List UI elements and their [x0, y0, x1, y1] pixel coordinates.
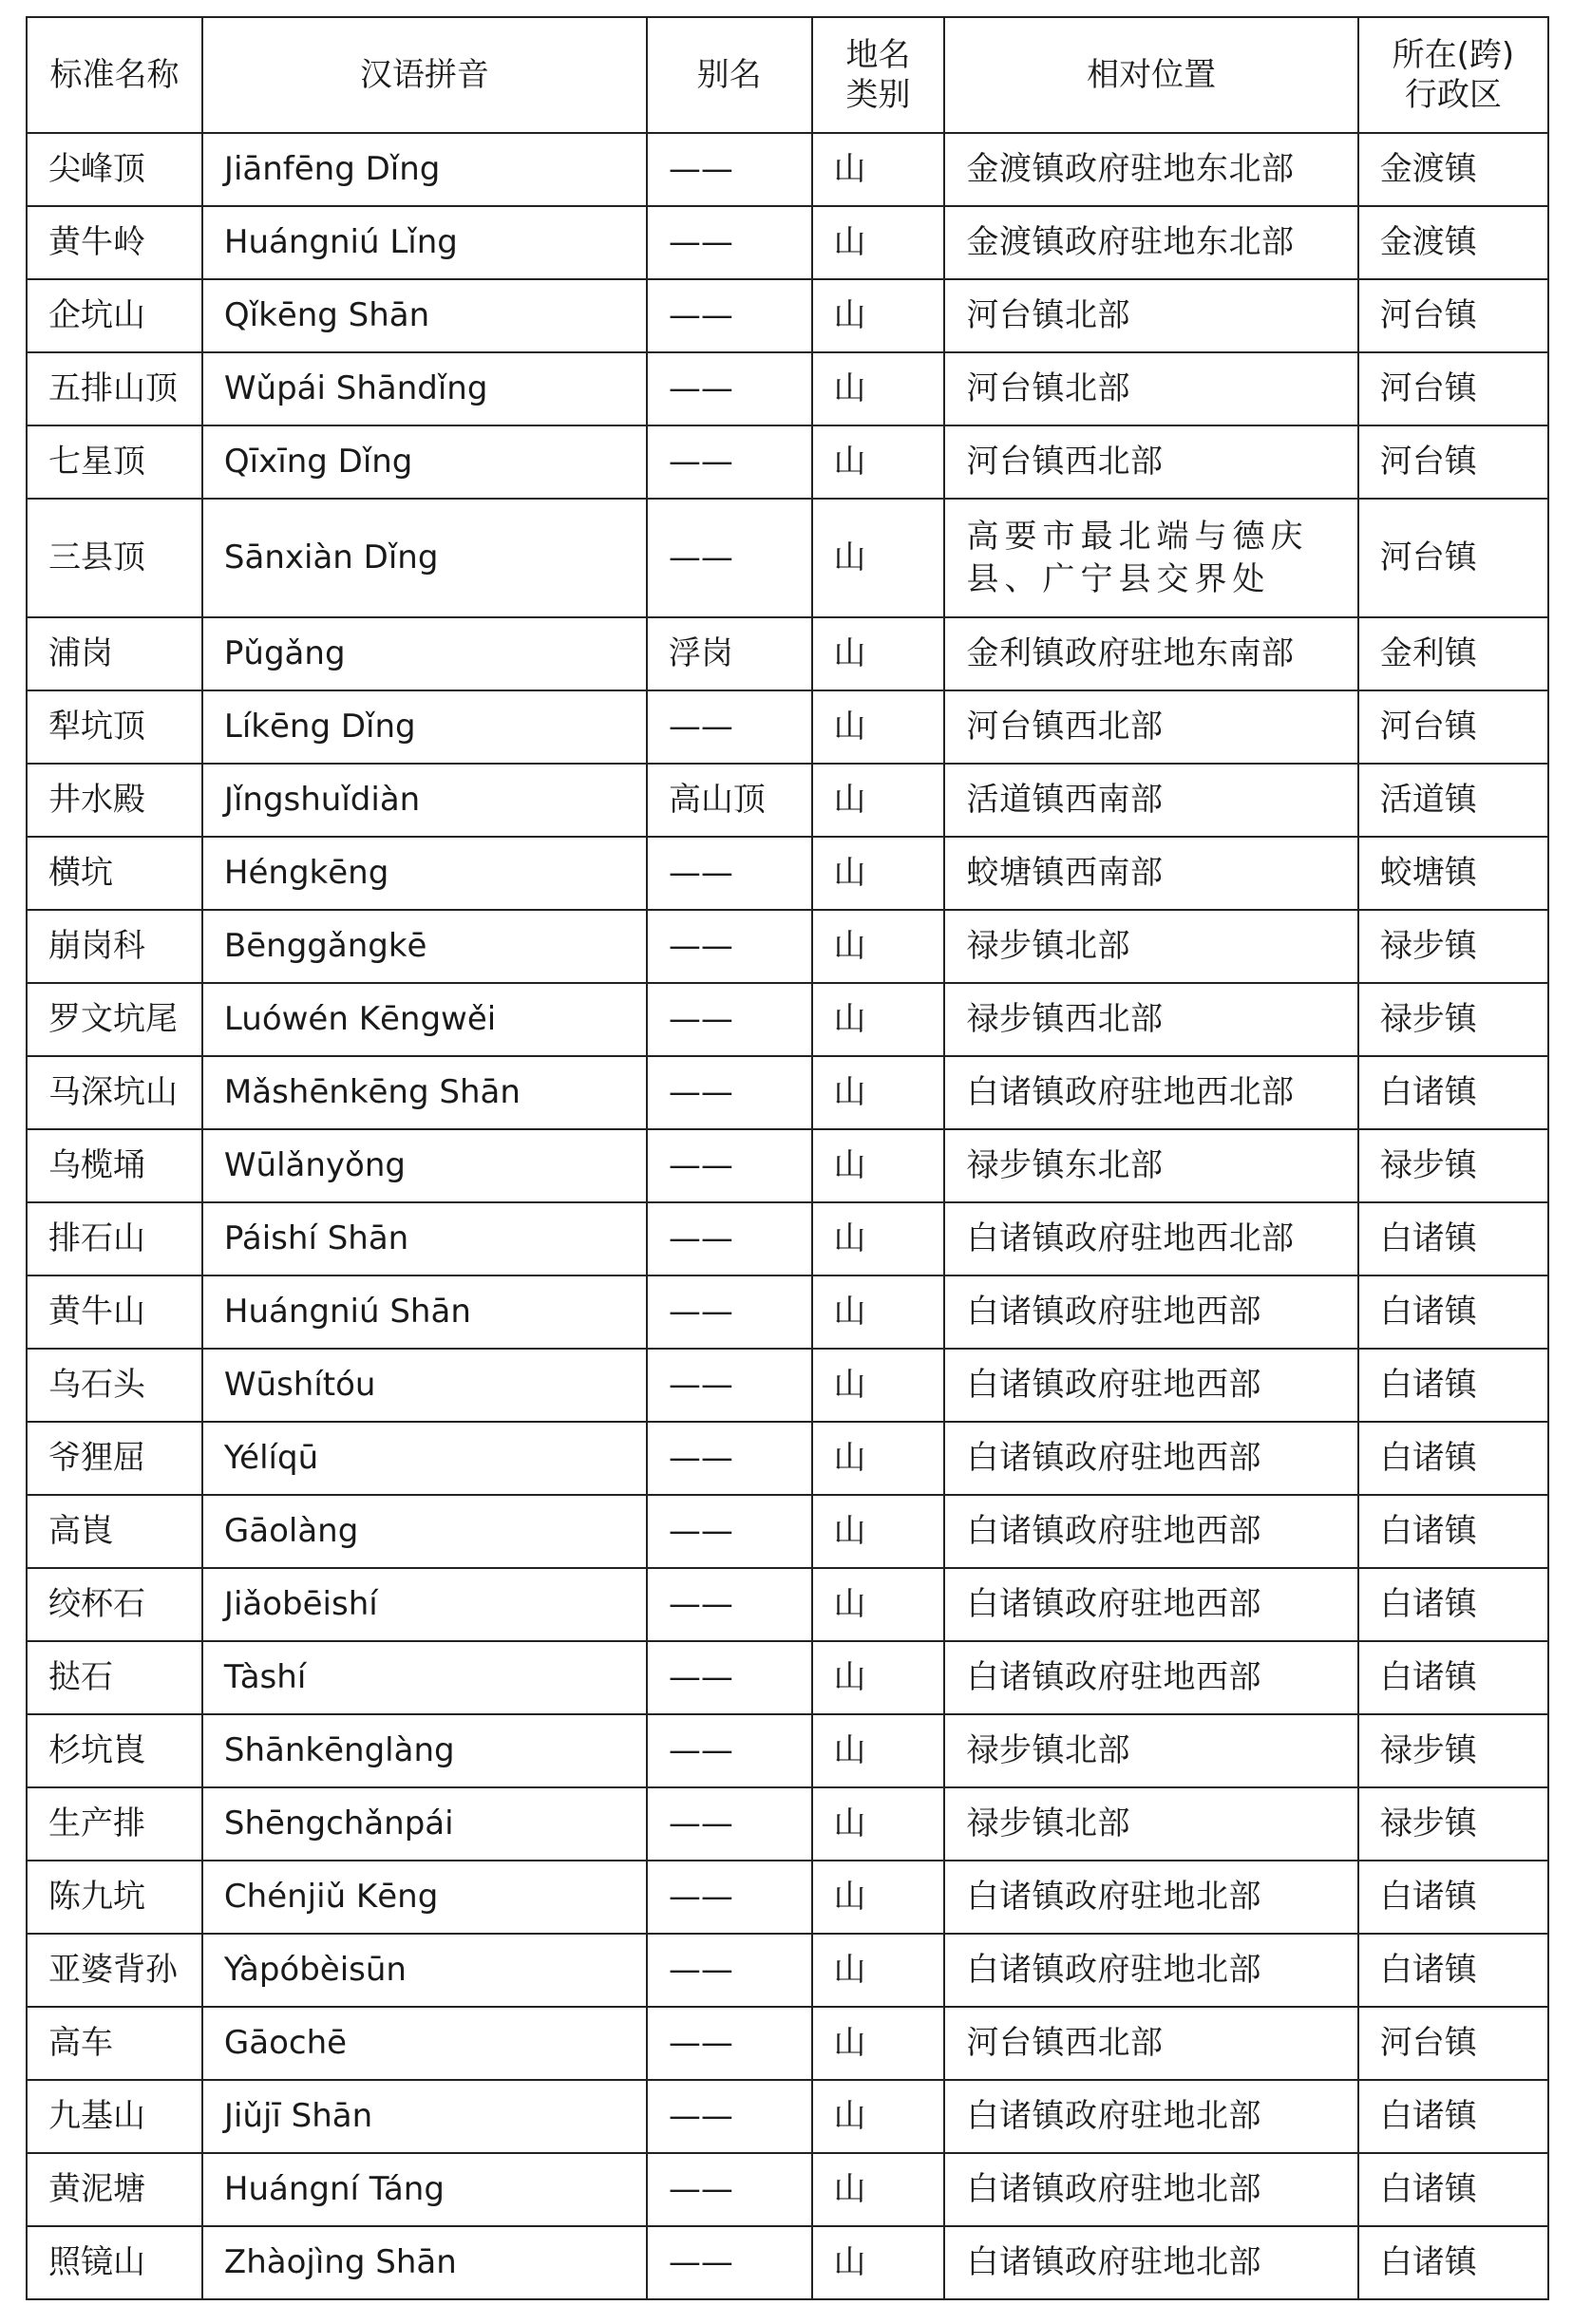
cell-alias: ——	[647, 1349, 812, 1422]
cell-standard-name: 黄泥塘	[27, 2153, 202, 2226]
cell-place-type: 山	[812, 2007, 945, 2080]
cell-alias: ——	[647, 133, 812, 206]
cell-place-type: 山	[812, 764, 945, 837]
table-row	[27, 2153, 1548, 2226]
cell-pinyin: Huángniú Shān	[202, 1275, 647, 1349]
table-row	[27, 910, 1548, 983]
cell-district: 白诸镇	[1358, 2153, 1548, 2226]
cell-pinyin: Shēngchǎnpái	[202, 1787, 647, 1861]
cell-standard-name: 照镜山	[27, 2226, 202, 2299]
header-pinyin: 汉语拼音	[202, 17, 647, 133]
cell-place-type: 山	[812, 1349, 945, 1422]
table-row	[27, 1934, 1548, 2007]
cell-relative-location: 金渡镇政府驻地东北部	[944, 133, 1357, 206]
cell-place-type: 山	[812, 1422, 945, 1495]
cell-place-type: 山	[812, 2153, 945, 2226]
cell-place-type: 山	[812, 1202, 945, 1275]
table-row	[27, 1349, 1548, 1422]
cell-standard-name: 生产排	[27, 1787, 202, 1861]
cell-district: 白诸镇	[1358, 1568, 1548, 1641]
cell-alias: ——	[647, 352, 812, 425]
cell-district: 金利镇	[1358, 617, 1548, 690]
cell-pinyin: Jiǎobēishí	[202, 1568, 647, 1641]
cell-relative-location: 禄步镇北部	[944, 1787, 1357, 1861]
cell-place-type: 山	[812, 206, 945, 279]
cell-standard-name: 五排山顶	[27, 352, 202, 425]
cell-alias: ——	[647, 1495, 812, 1568]
cell-standard-name: 排石山	[27, 1202, 202, 1275]
cell-alias: 浮岗	[647, 617, 812, 690]
table-row	[27, 1202, 1548, 1275]
cell-place-type: 山	[812, 279, 945, 352]
cell-pinyin: Qǐkēng Shān	[202, 279, 647, 352]
cell-pinyin: Gāolàng	[202, 1495, 647, 1568]
cell-district: 白诸镇	[1358, 1934, 1548, 2007]
cell-relative-location: 白诸镇政府驻地北部	[944, 1934, 1357, 2007]
cell-district: 金渡镇	[1358, 133, 1548, 206]
cell-pinyin: Páishí Shān	[202, 1202, 647, 1275]
cell-district: 白诸镇	[1358, 2080, 1548, 2153]
cell-pinyin: Wūlǎnyǒng	[202, 1129, 647, 1202]
cell-district: 白诸镇	[1358, 1495, 1548, 1568]
cell-district: 禄步镇	[1358, 910, 1548, 983]
cell-place-type: 山	[812, 1861, 945, 1934]
cell-district: 白诸镇	[1358, 1275, 1548, 1349]
cell-place-type: 山	[812, 133, 945, 206]
table-row	[27, 1787, 1548, 1861]
cell-place-type: 山	[812, 910, 945, 983]
table-row	[27, 206, 1548, 279]
cell-relative-location: 禄步镇北部	[944, 1714, 1357, 1787]
cell-place-type: 山	[812, 1568, 945, 1641]
cell-relative-location: 白诸镇政府驻地西北部	[944, 1202, 1357, 1275]
cell-relative-location: 白诸镇政府驻地西部	[944, 1568, 1357, 1641]
cell-alias: ——	[647, 1129, 812, 1202]
cell-place-type: 山	[812, 1275, 945, 1349]
cell-district: 白诸镇	[1358, 1202, 1548, 1275]
cell-relative-location: 金渡镇政府驻地东北部	[944, 206, 1357, 279]
cell-place-type: 山	[812, 1641, 945, 1714]
cell-district: 白诸镇	[1358, 1056, 1548, 1129]
place-name-table	[26, 16, 1549, 2300]
cell-relative-location: 河台镇西北部	[944, 690, 1357, 764]
cell-district: 河台镇	[1358, 425, 1548, 499]
cell-place-type: 山	[812, 1495, 945, 1568]
table-row	[27, 2080, 1548, 2153]
cell-standard-name: 崩岗科	[27, 910, 202, 983]
table-row	[27, 425, 1548, 499]
cell-district: 河台镇	[1358, 352, 1548, 425]
table-row	[27, 352, 1548, 425]
cell-relative-location: 河台镇北部	[944, 352, 1357, 425]
cell-standard-name: 罗文坑尾	[27, 983, 202, 1056]
cell-district: 白诸镇	[1358, 1349, 1548, 1422]
cell-place-type: 山	[812, 1934, 945, 2007]
cell-alias: ——	[647, 2080, 812, 2153]
cell-district: 活道镇	[1358, 764, 1548, 837]
table-row	[27, 983, 1548, 1056]
cell-alias: ——	[647, 206, 812, 279]
cell-district: 白诸镇	[1358, 1861, 1548, 1934]
table-row	[27, 1422, 1548, 1495]
cell-pinyin: Qīxīng Dǐng	[202, 425, 647, 499]
cell-pinyin: Héngkēng	[202, 837, 647, 910]
cell-alias: ——	[647, 1861, 812, 1934]
cell-relative-location: 白诸镇政府驻地西部	[944, 1349, 1357, 1422]
cell-pinyin: Pǔgǎng	[202, 617, 647, 690]
cell-place-type: 山	[812, 983, 945, 1056]
table-row	[27, 499, 1548, 617]
cell-pinyin: Jiǔjī Shān	[202, 2080, 647, 2153]
cell-pinyin: Wūshítóu	[202, 1349, 647, 1422]
cell-alias: ——	[647, 837, 812, 910]
cell-relative-location: 白诸镇政府驻地西部	[944, 1641, 1357, 1714]
cell-place-type: 山	[812, 425, 945, 499]
cell-relative-location: 高要市最北端与德庆县、广宁县交界处	[944, 499, 1357, 617]
cell-district: 禄步镇	[1358, 1129, 1548, 1202]
cell-pinyin: Mǎshēnkēng Shān	[202, 1056, 647, 1129]
cell-pinyin: Tàshí	[202, 1641, 647, 1714]
cell-standard-name: 高车	[27, 2007, 202, 2080]
cell-standard-name: 马深坑山	[27, 1056, 202, 1129]
cell-place-type: 山	[812, 352, 945, 425]
cell-relative-location: 金利镇政府驻地东南部	[944, 617, 1357, 690]
cell-alias: ——	[647, 1202, 812, 1275]
table-row	[27, 1056, 1548, 1129]
cell-alias: ——	[647, 2007, 812, 2080]
cell-standard-name: 九基山	[27, 2080, 202, 2153]
cell-standard-name: 陈九坑	[27, 1861, 202, 1934]
cell-pinyin: Chénjiǔ Kēng	[202, 1861, 647, 1934]
cell-place-type: 山	[812, 690, 945, 764]
cell-pinyin: Wǔpái Shāndǐng	[202, 352, 647, 425]
table-row	[27, 617, 1548, 690]
cell-pinyin: Bēnggǎngkē	[202, 910, 647, 983]
header-district	[1358, 17, 1548, 133]
table-row	[27, 837, 1548, 910]
cell-alias: ——	[647, 983, 812, 1056]
cell-place-type: 山	[812, 1056, 945, 1129]
cell-district: 禄步镇	[1358, 1714, 1548, 1787]
table-row	[27, 1275, 1548, 1349]
cell-standard-name: 黄牛山	[27, 1275, 202, 1349]
cell-relative-location: 禄步镇西北部	[944, 983, 1357, 1056]
cell-place-type: 山	[812, 1787, 945, 1861]
table-row	[27, 1714, 1548, 1787]
table-body	[27, 133, 1548, 2299]
header-row	[27, 17, 1548, 133]
header-standard-name: 标准名称	[27, 17, 202, 133]
cell-standard-name: 亚婆背孙	[27, 1934, 202, 2007]
cell-district: 河台镇	[1358, 2007, 1548, 2080]
cell-alias: ——	[647, 1934, 812, 2007]
table-row	[27, 2226, 1548, 2299]
cell-alias: ——	[647, 2153, 812, 2226]
cell-standard-name: 绞杯石	[27, 1568, 202, 1641]
cell-place-type: 山	[812, 1129, 945, 1202]
cell-standard-name: 浦岗	[27, 617, 202, 690]
cell-pinyin: Líkēng Dǐng	[202, 690, 647, 764]
cell-pinyin: Huángní Táng	[202, 2153, 647, 2226]
cell-district: 白诸镇	[1358, 1422, 1548, 1495]
cell-pinyin: Huángniú Lǐng	[202, 206, 647, 279]
cell-district: 河台镇	[1358, 690, 1548, 764]
cell-place-type: 山	[812, 2080, 945, 2153]
cell-standard-name: 三县顶	[27, 499, 202, 617]
cell-district: 禄步镇	[1358, 983, 1548, 1056]
cell-pinyin: Luówén Kēngwěi	[202, 983, 647, 1056]
cell-alias: ——	[647, 1714, 812, 1787]
cell-alias: ——	[647, 2226, 812, 2299]
cell-pinyin: Zhàojìng Shān	[202, 2226, 647, 2299]
table-row	[27, 2007, 1548, 2080]
cell-standard-name: 尖峰顶	[27, 133, 202, 206]
table-row	[27, 1129, 1548, 1202]
table-row	[27, 1641, 1548, 1714]
cell-relative-location: 河台镇西北部	[944, 2007, 1357, 2080]
cell-pinyin: Sānxiàn Dǐng	[202, 499, 647, 617]
header-district-line2: 行政区	[1404, 76, 1502, 114]
cell-alias: ——	[647, 499, 812, 617]
cell-district: 河台镇	[1358, 499, 1548, 617]
cell-pinyin: Gāochē	[202, 2007, 647, 2080]
cell-alias: ——	[647, 1056, 812, 1129]
cell-relative-location: 白诸镇政府驻地北部	[944, 1861, 1357, 1934]
cell-relative-location: 白诸镇政府驻地西部	[944, 1422, 1357, 1495]
header-place-type-line1: 地名	[845, 35, 911, 74]
cell-district: 禄步镇	[1358, 1787, 1548, 1861]
cell-pinyin: Yàpóbèisūn	[202, 1934, 647, 2007]
cell-standard-name: 乌石头	[27, 1349, 202, 1422]
cell-relative-location: 白诸镇政府驻地北部	[944, 2226, 1357, 2299]
cell-standard-name: 杉坑崀	[27, 1714, 202, 1787]
cell-relative-location: 活道镇西南部	[944, 764, 1357, 837]
cell-district: 白诸镇	[1358, 2226, 1548, 2299]
cell-alias: ——	[647, 1641, 812, 1714]
cell-pinyin: Jiānfēng Dǐng	[202, 133, 647, 206]
cell-relative-location: 白诸镇政府驻地西部	[944, 1495, 1357, 1568]
cell-alias: ——	[647, 1568, 812, 1641]
cell-relative-location: 白诸镇政府驻地西部	[944, 1275, 1357, 1349]
header-district-line1: 所在(跨)	[1392, 35, 1515, 74]
cell-standard-name: 高崀	[27, 1495, 202, 1568]
cell-relative-location: 白诸镇政府驻地西北部	[944, 1056, 1357, 1129]
cell-place-type: 山	[812, 617, 945, 690]
cell-alias: ——	[647, 1422, 812, 1495]
cell-pinyin: Yélíqū	[202, 1422, 647, 1495]
cell-standard-name: 挞石	[27, 1641, 202, 1714]
cell-standard-name: 企坑山	[27, 279, 202, 352]
cell-standard-name: 爷狸屈	[27, 1422, 202, 1495]
cell-relative-location: 白诸镇政府驻地北部	[944, 2153, 1357, 2226]
cell-standard-name: 井水殿	[27, 764, 202, 837]
cell-place-type: 山	[812, 499, 945, 617]
table-row	[27, 1861, 1548, 1934]
cell-pinyin: Jǐngshuǐdiàn	[202, 764, 647, 837]
cell-place-type: 山	[812, 837, 945, 910]
cell-relative-location: 河台镇西北部	[944, 425, 1357, 499]
cell-alias: ——	[647, 910, 812, 983]
cell-place-type: 山	[812, 2226, 945, 2299]
cell-standard-name: 黄牛岭	[27, 206, 202, 279]
table-row	[27, 279, 1548, 352]
table-row	[27, 133, 1548, 206]
cell-alias: ——	[647, 1787, 812, 1861]
table-row	[27, 1495, 1548, 1568]
cell-alias: ——	[647, 279, 812, 352]
cell-relative-location: 禄步镇东北部	[944, 1129, 1357, 1202]
table-row	[27, 1568, 1548, 1641]
header-relative-location: 相对位置	[944, 17, 1357, 133]
cell-standard-name: 横坑	[27, 837, 202, 910]
cell-relative-location: 蛟塘镇西南部	[944, 837, 1357, 910]
table-row	[27, 764, 1548, 837]
cell-place-type: 山	[812, 1714, 945, 1787]
cell-relative-location: 白诸镇政府驻地北部	[944, 2080, 1357, 2153]
cell-pinyin: Shānkēnglàng	[202, 1714, 647, 1787]
cell-district: 蛟塘镇	[1358, 837, 1548, 910]
cell-relative-location: 河台镇北部	[944, 279, 1357, 352]
header-place-type-line2: 类别	[845, 76, 911, 114]
header-place-type	[812, 17, 945, 133]
cell-district: 河台镇	[1358, 279, 1548, 352]
cell-alias: ——	[647, 1275, 812, 1349]
cell-standard-name: 犁坑顶	[27, 690, 202, 764]
cell-standard-name: 七星顶	[27, 425, 202, 499]
cell-alias: ——	[647, 425, 812, 499]
cell-district: 白诸镇	[1358, 1641, 1548, 1714]
header-alias: 别名	[647, 17, 812, 133]
cell-alias: ——	[647, 690, 812, 764]
cell-alias: 高山顶	[647, 764, 812, 837]
cell-relative-location: 禄步镇北部	[944, 910, 1357, 983]
cell-standard-name: 乌榄埇	[27, 1129, 202, 1202]
table-row	[27, 690, 1548, 764]
cell-district: 金渡镇	[1358, 206, 1548, 279]
